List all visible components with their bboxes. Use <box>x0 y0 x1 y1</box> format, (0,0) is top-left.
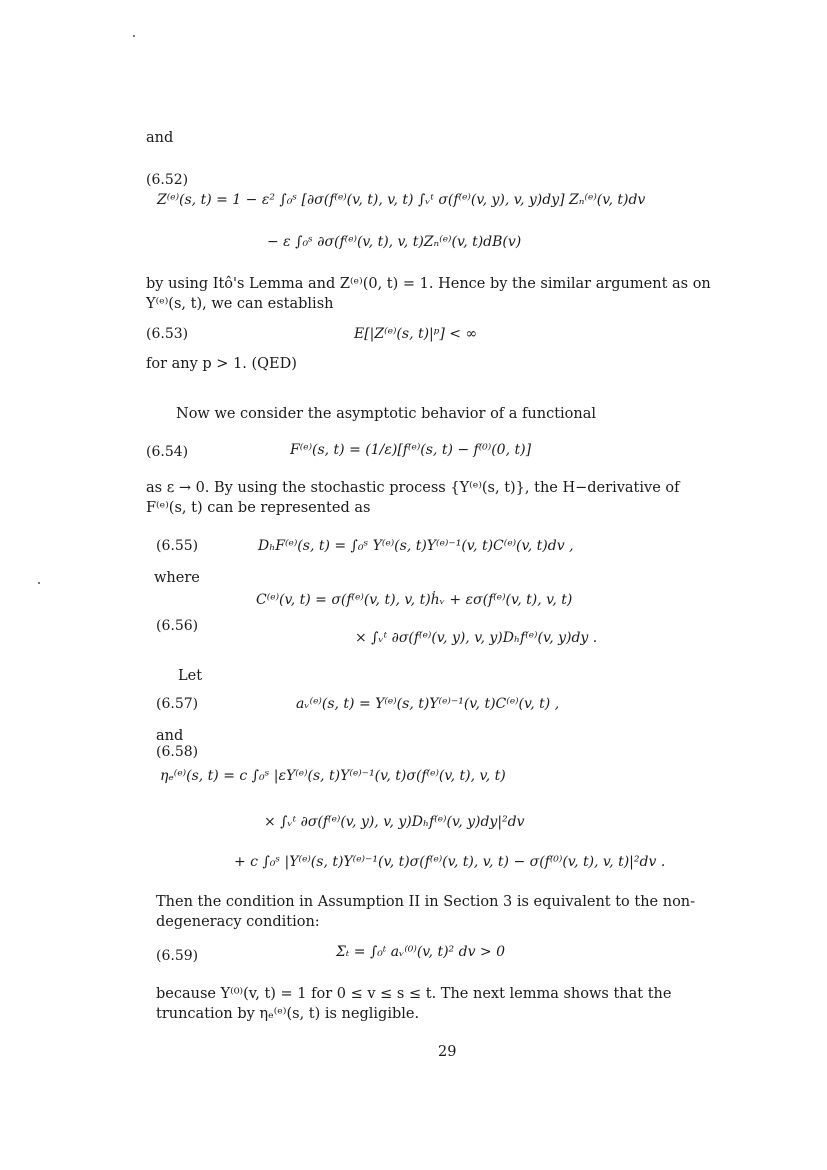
paragraph-2: for any p > 1. (QED) <box>146 356 297 372</box>
text-where: where <box>154 570 200 586</box>
equation-number-6-55: (6.55) <box>156 538 199 554</box>
text-let: Let <box>178 668 203 684</box>
equation-6-58-line-1: ηₑ⁽ᵉ⁾(s, t) = c ∫₀ˢ |εY⁽ᵉ⁾(s, t)Y⁽ᵉ⁾⁻¹(v, t)σ(f⁽ᵉ⁾(v, t), v, t) <box>160 768 506 784</box>
equation-6-56-line-1: C⁽ᵉ⁾(v, t) = σ(f⁽ᵉ⁾(v, t), v, t)ḣᵥ + εσ(f⁽ᵉ⁾(v, t), v, t) <box>256 592 573 608</box>
equation-number-6-56: (6.56) <box>156 618 199 634</box>
scan-speck <box>38 582 40 584</box>
paragraph-6-line-1: because Y⁽⁰⁾(v, t) = 1 for 0 ≤ v ≤ s ≤ t. The next lemma shows that the <box>156 986 672 1002</box>
text-and-1: and <box>146 130 174 146</box>
equation-number-6-58: (6.58) <box>156 744 199 760</box>
paragraph-6-line-2: truncation by ηₑ⁽ᵉ⁾(s, t) is negligible. <box>156 1006 420 1022</box>
page-number: 29 <box>438 1044 457 1060</box>
equation-6-52-line-2: − ε ∫₀ˢ ∂σ(f⁽ᵉ⁾(v, t), v, t)Zₙ⁽ᵉ⁾(v, t)dB(v) <box>267 234 522 250</box>
paragraph-5-line-2: degeneracy condition: <box>156 914 320 930</box>
equation-number-6-52: (6.52) <box>146 172 189 188</box>
paragraph-4-line-2: F⁽ᵉ⁾(s, t) can be represented as <box>146 500 371 516</box>
equation-6-58-line-3: + c ∫₀ˢ |Y⁽ᵉ⁾(s, t)Y⁽ᵉ⁾⁻¹(v, t)σ(f⁽ᵉ⁾(v, t), v, t) − σ(f⁽⁰⁾(v, t), v, t)|²dv . <box>234 854 666 870</box>
equation-6-52-line-1: Z⁽ᵉ⁾(s, t) = 1 − ε² ∫₀ˢ [∂σ(f⁽ᵉ⁾(v, t), v, t) ∫ᵥᵗ σ(f⁽ᵉ⁾(v, y), v, y)dy] Zₙ⁽ᵉ⁾(v, t)dv <box>157 192 646 208</box>
equation-number-6-59: (6.59) <box>156 948 199 964</box>
equation-6-58-line-2: × ∫ᵥᵗ ∂σ(f⁽ᵉ⁾(v, y), v, y)Dₕf⁽ᵉ⁾(v, y)dy|²dv <box>264 814 525 830</box>
equation-6-53: E[|Z⁽ᵉ⁾(s, t)|ᵖ] < ∞ <box>354 326 478 342</box>
paragraph-5-line-1: Then the condition in Assumption II in Section 3 is equivalent to the non- <box>156 894 696 910</box>
equation-6-59: Σₜ = ∫₀ᵗ aᵥ⁽⁰⁾(v, t)² dv > 0 <box>336 944 506 960</box>
equation-6-57: aᵥ⁽ᵉ⁾(s, t) = Y⁽ᵉ⁾(s, t)Y⁽ᵉ⁾⁻¹(v, t)C⁽ᵉ⁾(v, t) , <box>296 696 560 712</box>
paragraph-1-line-2: Y⁽ᵉ⁾(s, t), we can establish <box>146 296 334 312</box>
equation-number-6-53: (6.53) <box>146 326 189 342</box>
text-and-2: and <box>156 728 184 744</box>
equation-6-56-line-2: × ∫ᵥᵗ ∂σ(f⁽ᵉ⁾(v, y), v, y)Dₕf⁽ᵉ⁾(v, y)dy . <box>355 630 598 646</box>
equation-6-54: F⁽ᵉ⁾(s, t) = (1/ε)[f⁽ᵉ⁾(s, t) − f⁽⁰⁾(0, t)] <box>290 442 532 458</box>
equation-number-6-57: (6.57) <box>156 696 199 712</box>
paragraph-3: Now we consider the asymptotic behavior of a functional <box>176 406 597 422</box>
paragraph-4-line-1: as ε → 0. By using the stochastic process {Y⁽ᵉ⁾(s, t)}, the H−derivative of <box>146 480 680 496</box>
equation-6-55: DₕF⁽ᵉ⁾(s, t) = ∫₀ˢ Y⁽ᵉ⁾(s, t)Y⁽ᵉ⁾⁻¹(v, t)C⁽ᵉ⁾(v, t)dv , <box>258 538 574 554</box>
equation-number-6-54: (6.54) <box>146 444 189 460</box>
scan-speck <box>133 35 135 37</box>
paragraph-1-line-1: by using Itô's Lemma and Z⁽ᵉ⁾(0, t) = 1. Hence by the similar argument as on <box>146 276 711 292</box>
